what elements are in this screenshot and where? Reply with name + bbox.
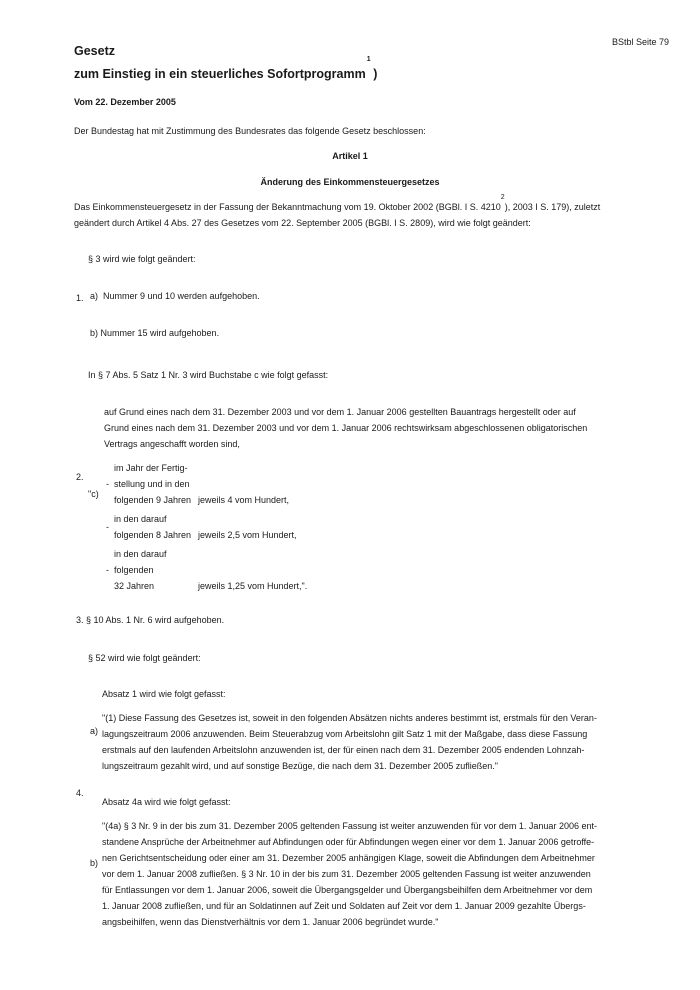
item4-b-line4: vor dem 1. Januar 2008 zufließen. § 3 Nr. 10 in der bis zum 31. Dezember 2005 geltenden Fassung ist weiter anzuwenden <box>102 869 591 879</box>
item2-para-line3: Vertrags angeschafft worden sind, <box>104 439 240 449</box>
item4-b-line7: angsbeihilfen, wenn das Dienstverhältnis vor dem 1. Januar 2006 begründet wurde." <box>102 917 439 927</box>
item4-intro: § 52 wird wie folgt geändert: <box>88 653 201 663</box>
table-row-1-dash: - <box>106 479 109 489</box>
law-date: Vom 22. Dezember 2005 <box>74 97 176 107</box>
footnote-2-marker: 2 <box>500 194 505 201</box>
preamble-text-b: ), 2003 I S. 179), zuletzt <box>504 202 601 212</box>
item1-b-text: b) Nummer 15 wird aufgehoben. <box>90 328 220 338</box>
item4-b-line6: 1. Januar 2008 zufließen, und für an Soldatinnen auf Zeit und Soldaten auf Zeit vor dem 1. Januar 2009 gezahlte Übergs- <box>102 901 586 911</box>
table-row-2-dash: - <box>106 522 109 532</box>
item4-b-line2: standene Ansprüche der Arbeitnehmer auf Abfindungen oder für Abfindungen wegen einer vor dem 1. Januar 2006 getroffe- <box>102 837 595 847</box>
table-row-2-line1: in den darauf <box>114 514 167 524</box>
preamble-line2: geändert durch Artikel 4 Abs. 27 des Gesetzes vom 22. September 2005 (BGBl. I S. 2809), wird wie folgt geändert: <box>74 218 531 228</box>
table-row-1-line1: im Jahr der Fertig- <box>114 463 188 473</box>
table-row-3-line2: folgenden <box>114 565 154 575</box>
item3-text: 3. § 10 Abs. 1 Nr. 6 wird aufgehoben. <box>76 615 225 625</box>
item4-a-line2: lagungszeitraum 2006 anzuwenden. Beim Steuerabzug vom Arbeitslohn gilt Satz 1 mit der Maßgabe, dass diese Fassung <box>102 729 588 739</box>
law-title-text: zum Einstieg in ein steuerliches Sofortprogramm <box>74 67 366 81</box>
article-heading: Änderung des Einkommensteuergesetzes <box>260 177 440 187</box>
footnote-1-marker: 1 <box>366 56 371 63</box>
item4-b-line1: "(4a) § 3 Nr. 9 in der bis zum 31. Dezember 2005 geltenden Fassung ist weiter anzuwenden für vor dem 1. Januar 2006 ent- <box>102 821 597 831</box>
footnote-1-paren: ) <box>373 67 378 81</box>
preamble-line1 <box>74 194 601 212</box>
item1-number: 1. <box>76 293 84 303</box>
table-row-3-line3: 32 Jahren <box>114 581 155 591</box>
table-row-2-rate: jeweils 2,5 vom Hundert, <box>198 530 297 540</box>
table-row-3-dash: - <box>106 565 109 575</box>
table-row-1-rate: jeweils 4 vom Hundert, <box>198 495 290 505</box>
page-reference: BStbl Seite 79 <box>612 37 670 47</box>
enactment-clause: Der Bundestag hat mit Zustimmung des Bundesrates das folgende Gesetz beschlossen: <box>74 126 426 136</box>
item4-b-label: b) <box>90 858 99 868</box>
article-number: Artikel 1 <box>332 151 368 161</box>
item2-c-label: "c) <box>88 489 99 499</box>
table-row-2-line2: folgenden 8 Jahren <box>114 530 192 540</box>
item4-a-label: a) <box>90 726 99 736</box>
item4-b-line5: für Entlassungen vor dem 1. Januar 2006, soweit die Übergangsgelder und Übergangsbeihilfen dem Arbeitnehmer vor dem <box>102 885 593 895</box>
item2-para-line1: auf Grund eines nach dem 31. Dezember 2003 und vor dem 1. Januar 2006 gestellten Bauantrags hergestellt oder auf <box>104 407 576 417</box>
table-row-1-line3: folgenden 9 Jahren <box>114 495 192 505</box>
item4-a-line1: "(1) Diese Fassung des Gesetzes ist, soweit in den folgenden Absätzen nichts anderes bestimmt ist, erstmals für den Veran- <box>102 713 597 723</box>
preamble-text-a: Das Einkommensteuergesetz in der Fassung der Bekanntmachung vom 19. Oktober 2002 (BGBl. I S. 4210 <box>74 202 501 212</box>
law-title-line1: Gesetz <box>74 44 115 58</box>
item2-number: 2. <box>76 472 84 482</box>
item4-a-line3: erstmals auf den laufenden Arbeitslohn anzuwenden ist, der für einen nach dem 31. Dezember 2005 endenden Lohnzah- <box>102 745 585 755</box>
item1-intro: § 3 wird wie folgt geändert: <box>88 254 196 264</box>
item2-para-line2: Grund eines nach dem 31. Dezember 2003 und vor dem 1. Januar 2006 rechtswirksam abgeschlossenen obligatorischen <box>104 423 588 433</box>
law-title-line2 <box>74 56 378 81</box>
item2-intro: In § 7 Abs. 5 Satz 1 Nr. 3 wird Buchstabe c wie folgt gefasst: <box>88 370 329 380</box>
item4-a-line4: lungszeitraum gezahlt wird, und auf sonstige Bezüge, die nach dem 31. Dezember 2005 zufließen." <box>102 761 498 771</box>
table-row-3-line1: in den darauf <box>114 549 167 559</box>
item1-a-label: a) <box>90 291 99 301</box>
item4-number: 4. <box>76 788 84 798</box>
table-row-3-rate: jeweils 1,25 vom Hundert,". <box>198 581 308 591</box>
item4-b-intro: Absatz 4a wird wie folgt gefasst: <box>102 797 231 807</box>
table-row-1-line2: stellung und in den <box>114 479 190 489</box>
item4-a-intro: Absatz 1 wird wie folgt gefasst: <box>102 689 226 699</box>
item4-b-line3: nen Gerichtsentscheidung oder einer am 31. Dezember 2005 anhängigen Klage, soweit die Abfindungen dem Arbeitnehmer <box>102 853 595 863</box>
item1-a-text: Nummer 9 und 10 werden aufgehoben. <box>103 291 260 301</box>
